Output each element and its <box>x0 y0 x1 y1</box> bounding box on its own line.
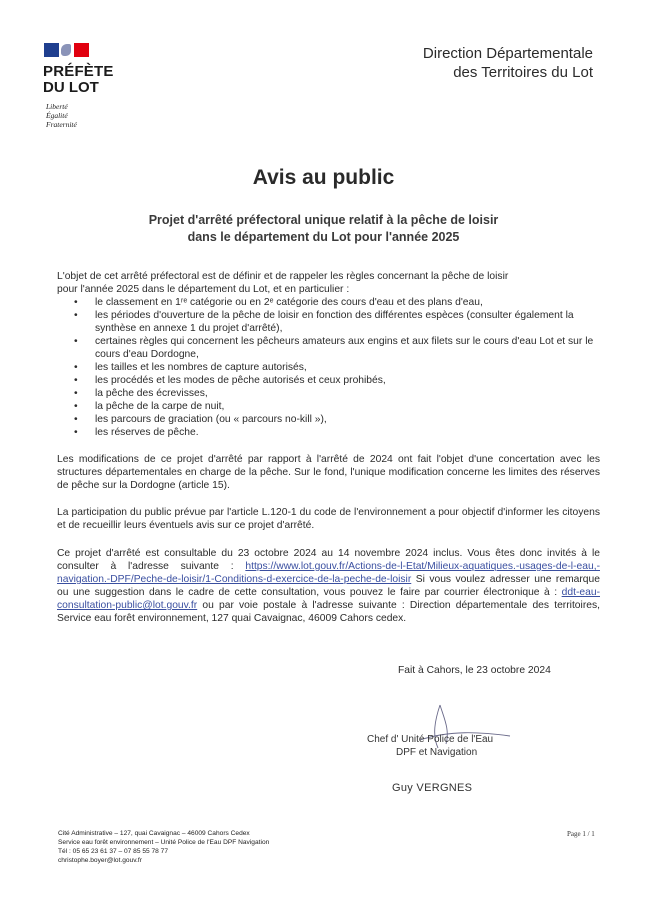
prefecture-name-line1: PRÉFÈTE <box>43 63 114 80</box>
signature-role-line2: DPF et Navigation <box>396 747 478 758</box>
modifications-paragraph: Les modifications de ce projet d'arrêté par rapport à l'arrêté de 2024 ont fait l'objet d'une concertation avec les structures départementales en charge de la pêche. Sur le fond, l'unique modification concerne les limites des réserves de pêche sur la Dordogne (article 15). <box>57 454 600 491</box>
signature-role-line1: Chef d' Unité Police de l'Eau <box>367 734 494 745</box>
intro-line2: pour l'année 2025 dans le département du Lot, et en particulier : <box>57 284 350 295</box>
motto-liberte: Liberté <box>46 102 68 111</box>
intro-line1: L'objet de cet arrêté préfectoral est de définir et de rappeler les règles concernant la pêche de loisir <box>57 271 509 282</box>
footer-line4: christophe.boyer@lot.gouv.fr <box>58 857 142 864</box>
consultation-paragraph: Ce projet d'arrêté est consultable du 23 octobre 2024 au 14 novembre 2024 inclus. Vous êtes donc invités à le consulter à l'adresse suivante : https://www.lot.gouv.fr/Actions-de-l-Etat/Milieux-aquatiques.-usages-de-l-eau,-navigation.-DPF/Peche-de-loisir/1-Conditions-d-exercice-de-la-peche-de-loisir Si vous voulez adresser une remarque ou une suggestion dans le cadre de cette consultation, vous pouvez le faire par courrier électronique à : ddt-eau-consultation-public@lot.gouv.fr ou par voie postale à l'adresse suivante : Direction départementale des territoires, Service eau forêt environnement, 127 quai Cavaignac, 46009 Cahors cedex. <box>57 548 600 624</box>
place-date: Fait à Cahors, le 23 octobre 2024 <box>398 665 551 676</box>
rules-list <box>57 296 600 439</box>
footer-line1: Cité Administrative – 127, quai Cavaignac – 46009 Cahors Cedex <box>58 830 250 837</box>
motto-egalite: Égalité <box>46 111 68 120</box>
intro-paragraph <box>57 270 600 296</box>
signature-name: Guy VERGNES <box>392 782 473 794</box>
list-item: • les parcours de graciation (ou « parcours no-kill »), <box>74 414 327 425</box>
consultation-email-link[interactable]: ddt-eau-consultation-public@lot.gouv.fr <box>57 587 600 611</box>
list-item: • les procédés et les modes de pêche autorisés et ceux prohibés, <box>74 375 386 386</box>
direction-line2: des Territoires du Lot <box>453 64 593 81</box>
subtitle-line2: dans le département du Lot pour l'année 2025 <box>187 230 460 244</box>
motto-fraternite: Fraternité <box>46 120 77 129</box>
list-item: • les tailles et les nombres de capture autorisés, <box>74 362 307 373</box>
footer-line3: Tél : 05 65 23 61 37 – 07 85 55 78 77 <box>58 848 168 855</box>
participation-paragraph: La participation du public prévue par l'article L.120-1 du code de l'environnement a pour objectif d'informer les citoyens et de recueillir leurs éventuels avis sur ce projet d'arrêté. <box>57 507 600 531</box>
consultation-url-link[interactable]: https://www.lot.gouv.fr/Actions-de-l-Etat/Milieux-aquatiques.-usages-de-l-eau,-navigation.-DPF/Peche-de-loisir/1-Conditions-d-exercice-de-la-peche-de-loisir <box>57 561 600 585</box>
list-item: • la pêche de la carpe de nuit, <box>74 401 225 412</box>
list-item: • les réserves de pêche. <box>74 427 199 438</box>
prefecture-name-line2: DU LOT <box>43 79 99 96</box>
subtitle-line1: Projet d'arrêté préfectoral unique relatif à la pêche de loisir <box>148 213 499 227</box>
list-item: • le classement en 1ʳᵉ catégorie ou en 2ᵉ catégorie des cours d'eau et des plans d'eau, <box>74 297 483 308</box>
list-item: • certaines règles qui concernent les pêcheurs amateurs aux engins et aux filets sur le cours d'eau Lot et sur le cours d'eau Dordogne, <box>74 336 594 360</box>
page-title: Avis au public <box>252 166 395 189</box>
list-item: • la pêche des écrevisses, <box>74 388 208 399</box>
marianne-logo-icon <box>44 43 89 57</box>
list-item: • les périodes d'ouverture de la pêche de loisir en fonction des différentes espèces (consulter également la synthèse en annexe 1 du projet d'arrêté), <box>74 310 574 334</box>
footer-line2: Service eau forêt environnement – Unité Police de l'Eau DPF Navigation <box>58 839 270 846</box>
page-number: Page 1 / 1 <box>567 830 595 838</box>
direction-line1: Direction Départementale <box>422 45 593 62</box>
